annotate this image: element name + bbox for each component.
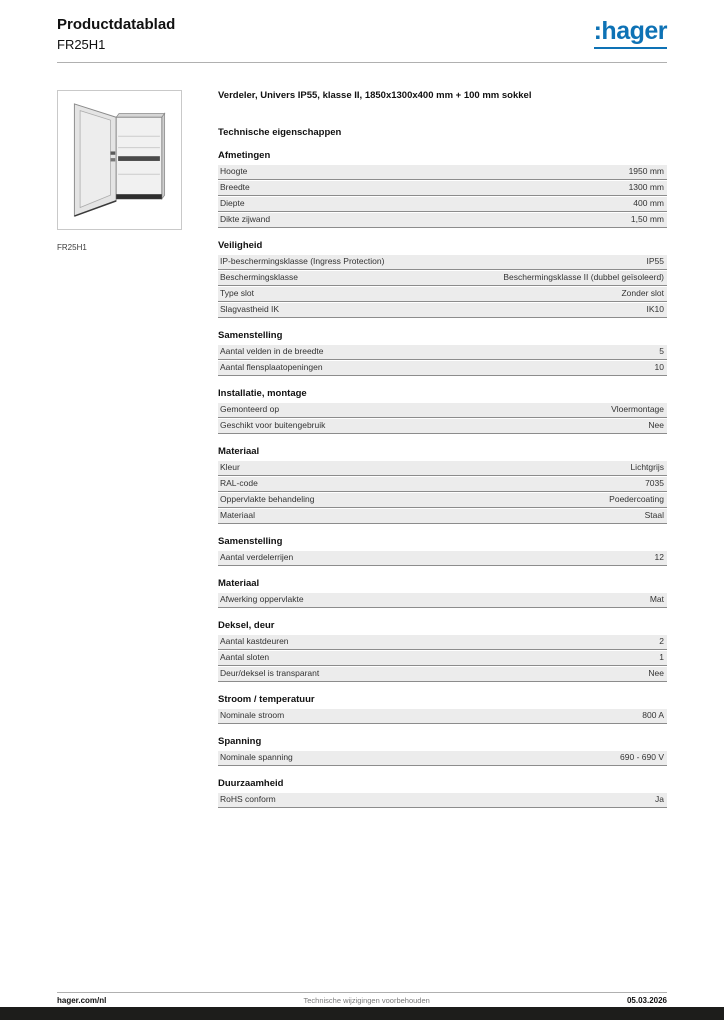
- spec-row: [218, 667, 667, 682]
- spec-section: [218, 778, 667, 808]
- bottom-brand-bar: [0, 1007, 724, 1020]
- spec-table: [218, 165, 667, 228]
- product-image-frame: [57, 90, 182, 230]
- spec-table: [218, 635, 667, 682]
- tech-specs-heading: Technische eigenschappen: [218, 126, 342, 138]
- spec-section: [218, 536, 667, 566]
- section-title: Samenstelling: [218, 535, 283, 547]
- spec-row: [218, 751, 667, 766]
- spec-row: [218, 593, 667, 608]
- spec-label: Gemonteerd op: [220, 404, 280, 415]
- spec-table: [218, 551, 667, 566]
- spec-row: [218, 197, 667, 212]
- spec-value: 5: [659, 346, 664, 357]
- spec-row: [218, 635, 667, 650]
- spec-row: [218, 213, 667, 228]
- spec-row: [218, 477, 667, 492]
- spec-label: Aantal velden in de breedte: [220, 346, 324, 357]
- spec-label: Aantal flensplaatopeningen: [220, 362, 323, 373]
- spec-section: [218, 620, 667, 682]
- spec-label: RAL-code: [220, 478, 258, 489]
- spec-value: Poedercoating: [609, 494, 664, 505]
- spec-label: Diepte: [220, 198, 245, 209]
- spec-label: Nominale spanning: [220, 752, 293, 763]
- spec-row: [218, 287, 667, 302]
- spec-value: IP55: [646, 256, 664, 267]
- spec-row: [218, 551, 667, 566]
- spec-section: [218, 388, 667, 434]
- spec-label: Dikte zijwand: [220, 214, 271, 225]
- spec-value: 10: [654, 362, 664, 373]
- spec-row: [218, 303, 667, 318]
- image-caption: FR25H1: [57, 243, 87, 252]
- spec-label: RoHS conform: [220, 794, 276, 805]
- section-title: Stroom / temperatuur: [218, 693, 315, 705]
- spec-table: [218, 403, 667, 434]
- section-title: Materiaal: [218, 445, 260, 457]
- spec-section: [218, 694, 667, 724]
- spec-row: [218, 181, 667, 196]
- spec-section: [218, 330, 667, 376]
- header-divider: [57, 62, 667, 63]
- spec-value: 1: [659, 652, 664, 663]
- spec-value: 800 A: [642, 710, 664, 721]
- spec-label: Aantal sloten: [220, 652, 270, 663]
- spec-value: IK10: [646, 304, 664, 315]
- spec-value: Beschermingsklasse II (dubbel geïsoleerd): [503, 272, 664, 283]
- spec-label: Aantal verdelerrijen: [220, 552, 294, 563]
- spec-value: 2: [659, 636, 664, 647]
- cabinet-illustration: [63, 96, 177, 224]
- spec-value: 1,50 mm: [630, 214, 664, 225]
- product-title: Verdeler, Univers IP55, klasse II, 1850x1300x400 mm + 100 mm sokkel: [218, 90, 532, 101]
- section-title: Materiaal: [218, 577, 260, 589]
- section-title: Duurzaamheid: [218, 777, 284, 789]
- spec-label: Hoogte: [220, 166, 248, 177]
- spec-row: [218, 509, 667, 524]
- spec-value: 1300 mm: [628, 182, 664, 193]
- spec-label: Oppervlakte behandeling: [220, 494, 315, 505]
- spec-value: Lichtgrijs: [630, 462, 664, 473]
- spec-section: [218, 578, 667, 608]
- spec-row: [218, 271, 667, 286]
- section-title: Spanning: [218, 735, 262, 747]
- spec-section: [218, 150, 667, 228]
- footer-divider: [57, 992, 667, 993]
- spec-row: [218, 361, 667, 376]
- spec-row: [218, 493, 667, 508]
- spec-label: Slagvastheid IK: [220, 304, 280, 315]
- spec-row: [218, 461, 667, 476]
- document-title: Productdatablad: [57, 16, 176, 33]
- spec-column: [218, 90, 667, 809]
- spec-value: Nee: [648, 420, 664, 431]
- section-title: Veiligheid: [218, 239, 263, 251]
- footer-date: 05.03.2026: [626, 996, 667, 1005]
- spec-row: [218, 709, 667, 724]
- spec-row: [218, 793, 667, 808]
- spec-label: Aantal kastdeuren: [220, 636, 289, 647]
- spec-value: 400 mm: [633, 198, 664, 209]
- header-titles: [57, 16, 175, 52]
- spec-value: Mat: [649, 594, 664, 605]
- spec-label: Type slot: [220, 288, 255, 299]
- section-title: Deksel, deur: [218, 619, 275, 631]
- spec-label: Afwerking oppervlakte: [220, 594, 304, 605]
- spec-label: Materiaal: [220, 510, 255, 521]
- spec-value: Ja: [655, 794, 664, 805]
- spec-section: [218, 736, 667, 766]
- spec-value: Vloermontage: [611, 404, 664, 415]
- spec-value: Zonder slot: [621, 288, 664, 299]
- spec-table: [218, 593, 667, 608]
- spec-value: Staal: [644, 510, 664, 521]
- image-column: [57, 90, 218, 809]
- spec-table: [218, 751, 667, 766]
- section-title: Installatie, montage: [218, 387, 307, 399]
- page-footer: [57, 996, 667, 1005]
- spec-label: Kleur: [220, 462, 240, 473]
- spec-value: Nee: [648, 668, 664, 679]
- spec-label: IP-beschermingsklasse (Ingress Protection): [220, 256, 385, 267]
- spec-label: Nominale stroom: [220, 710, 285, 721]
- footer-notice: Technische wijzigingen voorbehouden: [303, 996, 430, 1005]
- spec-row: [218, 403, 667, 418]
- spec-value: 690 - 690 V: [620, 752, 664, 763]
- spec-value: 1950 mm: [628, 166, 664, 177]
- spec-table: [218, 255, 667, 318]
- spec-row: [218, 165, 667, 180]
- footer-website: hager.com/nl: [57, 996, 107, 1005]
- product-reference: FR25H1: [57, 37, 106, 52]
- spec-section: [218, 446, 667, 524]
- spec-row: [218, 255, 667, 270]
- main-content: [57, 90, 667, 809]
- spec-value: 12: [654, 552, 664, 563]
- spec-label: Breedte: [220, 182, 250, 193]
- spec-row: [218, 651, 667, 666]
- page-header: [57, 16, 667, 52]
- spec-label: Deur/deksel is transparant: [220, 668, 320, 679]
- spec-row: [218, 345, 667, 360]
- spec-value: 7035: [645, 478, 664, 489]
- hager-logo: :hager: [594, 19, 667, 49]
- spec-table: [218, 793, 667, 808]
- spec-table: [218, 345, 667, 376]
- spec-table: [218, 461, 667, 524]
- section-title: Samenstelling: [218, 329, 283, 341]
- spec-section: [218, 240, 667, 318]
- spec-sections: [218, 150, 667, 808]
- spec-row: [218, 419, 667, 434]
- spec-label: Geschikt voor buitengebruik: [220, 420, 326, 431]
- section-title: Afmetingen: [218, 149, 271, 161]
- spec-label: Beschermingsklasse: [220, 272, 298, 283]
- spec-table: [218, 709, 667, 724]
